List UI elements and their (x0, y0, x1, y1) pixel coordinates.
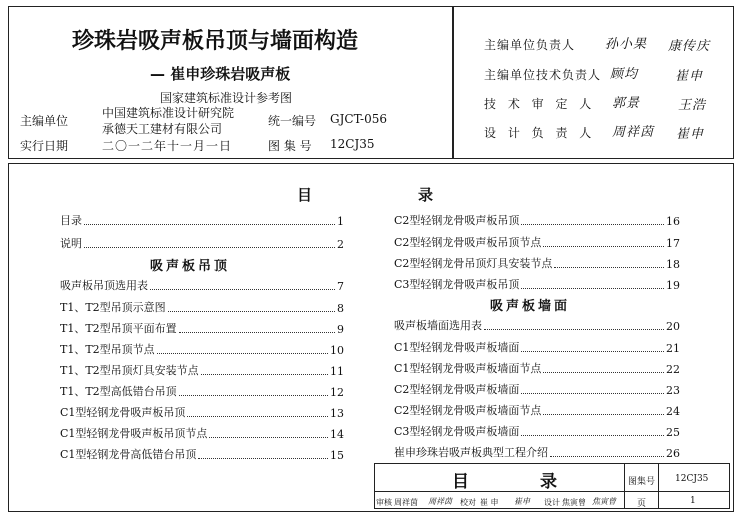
toc-item[interactable] (394, 444, 680, 460)
toc-item-label: 说明 (60, 237, 82, 250)
toc-leader (84, 224, 335, 225)
toc-item-label: C1型轻钢龙骨高低错台吊顶 (60, 448, 197, 461)
toc-item-page: 17 (666, 237, 680, 250)
toc-item-label: T1、T2型吊顶灯具安装节点 (60, 364, 199, 377)
approval-role-4: 设 计 负 责 人 (484, 126, 596, 140)
toc-leader (521, 288, 664, 289)
toc-item-label: C1型轻钢龙骨吸声板墙面节点 (394, 362, 542, 375)
editor-label: 主编单位 (20, 114, 69, 128)
toc-item[interactable] (60, 341, 344, 357)
toc-item-page: 20 (666, 320, 680, 333)
date-label: 实行日期 (20, 139, 69, 153)
toc-item-page: 1 (337, 215, 344, 228)
toc-item-label: C1型轻钢龙骨吸声板吊顶节点 (60, 427, 208, 440)
toc-item-page: 18 (666, 258, 680, 271)
toc-item[interactable] (394, 317, 680, 333)
approval-role-2: 主编单位技术负责人 (484, 68, 602, 82)
toc-leader (168, 311, 335, 312)
toc-item-page: 24 (666, 405, 680, 418)
toc-item-label: T1、T2型高低错台吊顶 (60, 385, 177, 398)
toc-item-page: 9 (337, 323, 344, 336)
toc-leader (187, 416, 328, 417)
design-label: 设计 (544, 498, 560, 507)
toc-item[interactable] (60, 320, 344, 336)
toc-item[interactable] (394, 402, 680, 418)
title-block-vline-2 (658, 463, 659, 509)
approval-signature-3a: 郭景 (612, 96, 641, 111)
toc-item-label: C3型轻钢龙骨吸声板墙面 (394, 425, 520, 438)
toc-item-page: 2 (337, 238, 344, 251)
toc-item-page: 16 (666, 215, 680, 228)
toc-item[interactable] (394, 360, 680, 376)
toc-item-label: C1型轻钢龙骨吸声板墙面 (394, 341, 520, 354)
toc-item-page: 8 (337, 302, 344, 315)
design-name: 焦寅曾 (562, 498, 586, 507)
check-signature: 崔申 (514, 497, 530, 506)
review-signature: 周祥茵 (428, 497, 452, 506)
toc-item-page: 10 (330, 344, 344, 357)
title-block-atlas-value: 12CJ35 (675, 474, 709, 484)
toc-leader (521, 224, 664, 225)
title-block-vline-1 (624, 463, 625, 509)
toc-item[interactable] (394, 234, 680, 250)
toc-heading-right: 录 (418, 186, 434, 204)
toc-leader (554, 267, 664, 268)
toc-item-label: C2型轻钢龙骨吸声板墙面 (394, 383, 520, 396)
code-label: 统一编号 (268, 114, 317, 128)
toc-leader (84, 247, 335, 248)
toc-item-page: 14 (330, 428, 344, 441)
design-signature: 焦寅曾 (592, 497, 616, 506)
toc-item-page: 7 (337, 280, 344, 293)
toc-leader (179, 332, 335, 333)
date-value: 二〇一二年十一月一日 (102, 139, 233, 153)
toc-leader (521, 393, 664, 394)
toc-item[interactable] (60, 425, 344, 441)
code-value: GJCT-056 (330, 112, 387, 126)
toc-item-label: C2型轻钢龙骨吸声板吊顶 (394, 214, 520, 227)
check-label: 校对 (460, 498, 476, 507)
toc-leader (550, 456, 664, 457)
toc-item-page: 25 (666, 426, 680, 439)
toc-item[interactable] (394, 381, 680, 397)
toc-item-page: 26 (666, 447, 680, 460)
approval-signature-1a: 孙小果 (605, 37, 648, 52)
toc-leader (484, 329, 664, 330)
toc-item[interactable] (60, 299, 344, 315)
page-subtitle: — 崔申珍珠岩吸声板 (150, 65, 291, 83)
toc-item[interactable] (60, 383, 344, 399)
toc-item[interactable] (394, 276, 680, 292)
toc-leader (209, 437, 328, 438)
editor-line-2: 承德天工建材有限公司 (102, 122, 223, 136)
approval-signature-3b: 王浩 (678, 98, 707, 113)
toc-item-label: C2型轻钢龙骨吊顶灯具安装节点 (394, 257, 553, 270)
approval-role-3: 技 术 审 定 人 (484, 97, 596, 111)
toc-leader (543, 246, 664, 247)
toc-item-page: 23 (666, 384, 680, 397)
title-block-title-right: 录 (540, 472, 557, 492)
page-subtitle-2: 国家建筑标准设计参考图 (160, 91, 293, 105)
toc-item-label: 目录 (60, 214, 82, 227)
toc-leader (157, 353, 328, 354)
approval-role-1: 主编单位负责人 (484, 38, 576, 52)
toc-item[interactable] (394, 212, 680, 228)
approval-signature-4a: 周祥茵 (612, 125, 655, 140)
toc-item-page: 19 (666, 279, 680, 292)
toc-leader (521, 351, 664, 352)
approval-signature-1b: 康传庆 (668, 39, 711, 54)
toc-section-ceiling: 吸声板吊顶 (150, 259, 231, 274)
toc-item[interactable] (394, 339, 680, 355)
toc-item-label: 吸声板墙面选用表 (394, 319, 482, 332)
toc-item-page: 21 (666, 342, 680, 355)
check-name: 崔 申 (480, 498, 499, 507)
toc-leader (201, 374, 328, 375)
toc-item-page: 12 (330, 386, 344, 399)
toc-item-label: C2型轻钢龙骨吸声板吊顶节点 (394, 236, 542, 249)
toc-item-page: 11 (330, 365, 344, 378)
toc-item-label: T1、T2型吊顶节点 (60, 343, 155, 356)
toc-item-label: T1、T2型吊顶平面布置 (60, 322, 177, 335)
toc-item[interactable] (60, 446, 344, 462)
toc-item[interactable] (60, 277, 344, 293)
toc-item-label: 吸声板吊顶选用表 (60, 279, 148, 292)
review-label: 审核 (376, 498, 392, 507)
toc-section-wall: 吸声板墙面 (490, 299, 571, 314)
editor-line-1: 中国建筑标准设计研究院 (102, 106, 235, 120)
toc-item[interactable] (60, 212, 344, 228)
toc-heading-left: 目 (297, 186, 313, 204)
toc-item[interactable] (394, 255, 680, 271)
toc-item-label: C2型轻钢龙骨吸声板墙面节点 (394, 404, 542, 417)
toc-item-page: 22 (666, 363, 680, 376)
atlas-label: 图 集 号 (268, 139, 312, 153)
title-block-title-left: 目 (452, 472, 469, 492)
title-block-atlas-label: 图集号 (628, 477, 656, 487)
toc-item-label: T1、T2型吊顶示意图 (60, 301, 166, 314)
toc-item-page: 15 (330, 449, 344, 462)
approval-signature-2b: 崔申 (675, 69, 704, 84)
toc-leader (150, 289, 335, 290)
approval-signature-2a: 顾均 (610, 67, 639, 82)
toc-item-label: 崔申珍珠岩吸声板典型工程介绍 (394, 446, 548, 459)
review-name: 周祥茵 (394, 498, 418, 507)
title-block-page-label: 页 (637, 499, 647, 509)
toc-item-label: C1型轻钢龙骨吸声板吊顶 (60, 406, 186, 419)
toc-leader (521, 435, 664, 436)
toc-item[interactable] (60, 362, 344, 378)
toc-item[interactable] (60, 404, 344, 420)
toc-item-label: C3型轻钢龙骨吸声板吊顶 (394, 278, 520, 291)
approval-signature-4b: 崔申 (676, 127, 705, 142)
toc-leader (543, 372, 664, 373)
toc-item[interactable] (394, 423, 680, 439)
atlas-value: 12CJ35 (330, 137, 375, 151)
toc-item-page: 13 (330, 407, 344, 420)
toc-leader (179, 395, 328, 396)
page-title: 珍珠岩吸声板吊顶与墙面构造 (72, 29, 359, 54)
title-block-page-value: 1 (690, 496, 696, 506)
toc-item[interactable] (60, 235, 344, 251)
toc-leader (543, 414, 664, 415)
toc-leader (198, 458, 328, 459)
